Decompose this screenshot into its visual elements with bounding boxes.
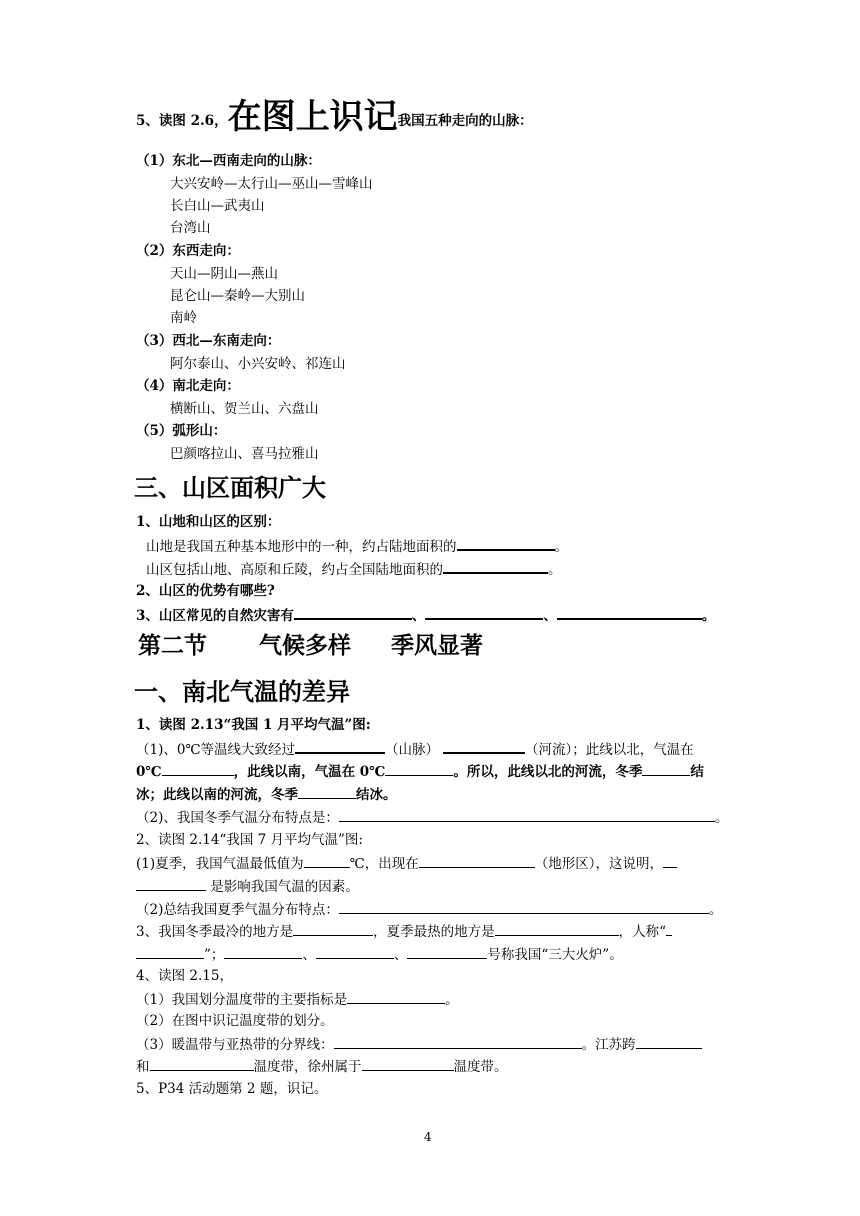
blank[interactable] (347, 990, 445, 1004)
blank[interactable] (298, 785, 356, 799)
blank[interactable] (557, 605, 702, 620)
range-2-item: 昆仑山—秦岭—大别山 (170, 288, 305, 304)
page-number: 4 (424, 1130, 432, 1144)
blank[interactable] (334, 1035, 582, 1049)
blank[interactable] (457, 536, 555, 551)
blank[interactable] (293, 922, 373, 936)
s3-line1: 山地是我国五种基本地形中的一种，约占陆地面积的 。 (146, 536, 568, 556)
blank[interactable] (385, 762, 453, 776)
range-1-item: 长白山—武夷山 (170, 198, 265, 214)
blank[interactable] (339, 900, 709, 914)
range-2-head: （2）东西走向： (136, 243, 240, 259)
range-3-head: （3）西北—东南走向： (136, 333, 281, 349)
p1-d: （2)、我国冬季气温分布特点是： 。 (136, 810, 729, 826)
part-one-title: 一、南北气温的差异 (134, 678, 350, 706)
blank[interactable] (136, 945, 204, 959)
blank[interactable] (495, 922, 619, 936)
p1-q4: 4、读图 2.15， (136, 968, 233, 984)
blank[interactable] (339, 808, 715, 822)
range-3-item: 阿尔泰山、小兴安岭、祁连山 (170, 356, 346, 372)
q5-emphasis: 在图上识记 (227, 97, 398, 137)
s3-line2: 山区包括山地、高原和丘陵，约占全国陆地面积的 。 (146, 559, 562, 579)
range-4-head: （4）南北走向： (136, 378, 240, 394)
range-5-head: （5）弧形山： (136, 423, 227, 439)
s3-q2: 2、山区的优势有哪些? (136, 583, 275, 599)
blank[interactable] (304, 854, 350, 868)
range-2-item: 南岭 (170, 310, 197, 326)
p1-m: 和 温度带，徐州属于 温度带。 (136, 1059, 508, 1075)
blank[interactable] (362, 1057, 454, 1071)
p1-f: 是影响我国气温的因素。 (136, 877, 359, 896)
range-4-item: 横断山、贺兰山、六盘山 (170, 401, 319, 417)
s3-q3: 3、山区常见的自然灾害有 、 、 。 (136, 605, 715, 625)
blank[interactable] (150, 1057, 254, 1071)
blank[interactable] (636, 1035, 702, 1049)
blank[interactable] (666, 922, 672, 936)
range-5-item: 巴颜喀拉山、喜马拉雅山 (170, 446, 319, 462)
p1-q2: 2、读图 2.14“我国 7 月平均气温”图: (136, 832, 363, 848)
blank[interactable] (663, 854, 677, 868)
p1-b: 0℃ ，此线以南，气温在 0℃ 。所以，此线以北的河流，冬季 结 (136, 764, 704, 780)
p1-l: （3）暖温带与亚热带的分界线： 。江苏跨 (136, 1035, 702, 1054)
range-2-item: 天山—阴山—燕山 (170, 266, 278, 282)
blank[interactable] (419, 854, 535, 868)
s3-q1: 1、山地和山区的区别： (136, 514, 281, 530)
blank[interactable] (407, 945, 487, 959)
blank[interactable] (136, 877, 206, 891)
blank[interactable] (224, 945, 302, 959)
p1-i: ”； 、 、 号称我国“三大火炉”。 (136, 945, 623, 964)
p1-a: （1)、0℃等温线大致经过 （山脉） （河流）；此线以北，气温在 (136, 739, 694, 759)
p1-e: (1)夏季，我国气温最低值为 ℃，出现在 （地形区），这说明， (136, 854, 677, 873)
blank[interactable] (443, 559, 548, 574)
blank[interactable] (162, 762, 234, 776)
p1-h: 3、我国冬季最冷的地方是 ，夏季最热的地方是 ，人称“ (136, 922, 672, 941)
blank[interactable] (642, 762, 690, 776)
p1-q1: 1、读图 2.13“我国 1 月平均气温”图: (136, 717, 371, 733)
blank[interactable] (294, 605, 412, 620)
range-1-item: 台湾山 (170, 220, 211, 236)
section-two-title: 第二节 气候多样 季风显著 (138, 633, 483, 659)
p1-j: （1）我国划分温度带的主要指标是 。 (136, 992, 459, 1008)
blank[interactable] (443, 739, 525, 754)
blank[interactable] (425, 605, 543, 620)
range-1-item: 大兴安岭—太行山—巫山—雪峰山 (170, 176, 373, 192)
p1-g: （2)总结我国夏季气温分布特点： 。 (136, 902, 723, 918)
q5-suffix: 我国五种走向的山脉： (397, 113, 533, 129)
q5-heading (136, 97, 533, 137)
p1-c: 冰；此线以南的河流，冬季 结冰。 (136, 787, 397, 803)
q5-prefix: 5、读图 2.6， (136, 113, 228, 129)
section-three-title: 三、山区面积广大 (134, 474, 326, 502)
range-1-head: （1）东北—西南走向的山脉： (136, 153, 321, 169)
blank[interactable] (316, 945, 394, 959)
blank[interactable] (295, 739, 385, 754)
p1-k: （2）在图中识记温度带的划分。 (136, 1013, 334, 1029)
p1-q5: 5、P34 活动题第 2 题，识记。 (136, 1081, 328, 1097)
